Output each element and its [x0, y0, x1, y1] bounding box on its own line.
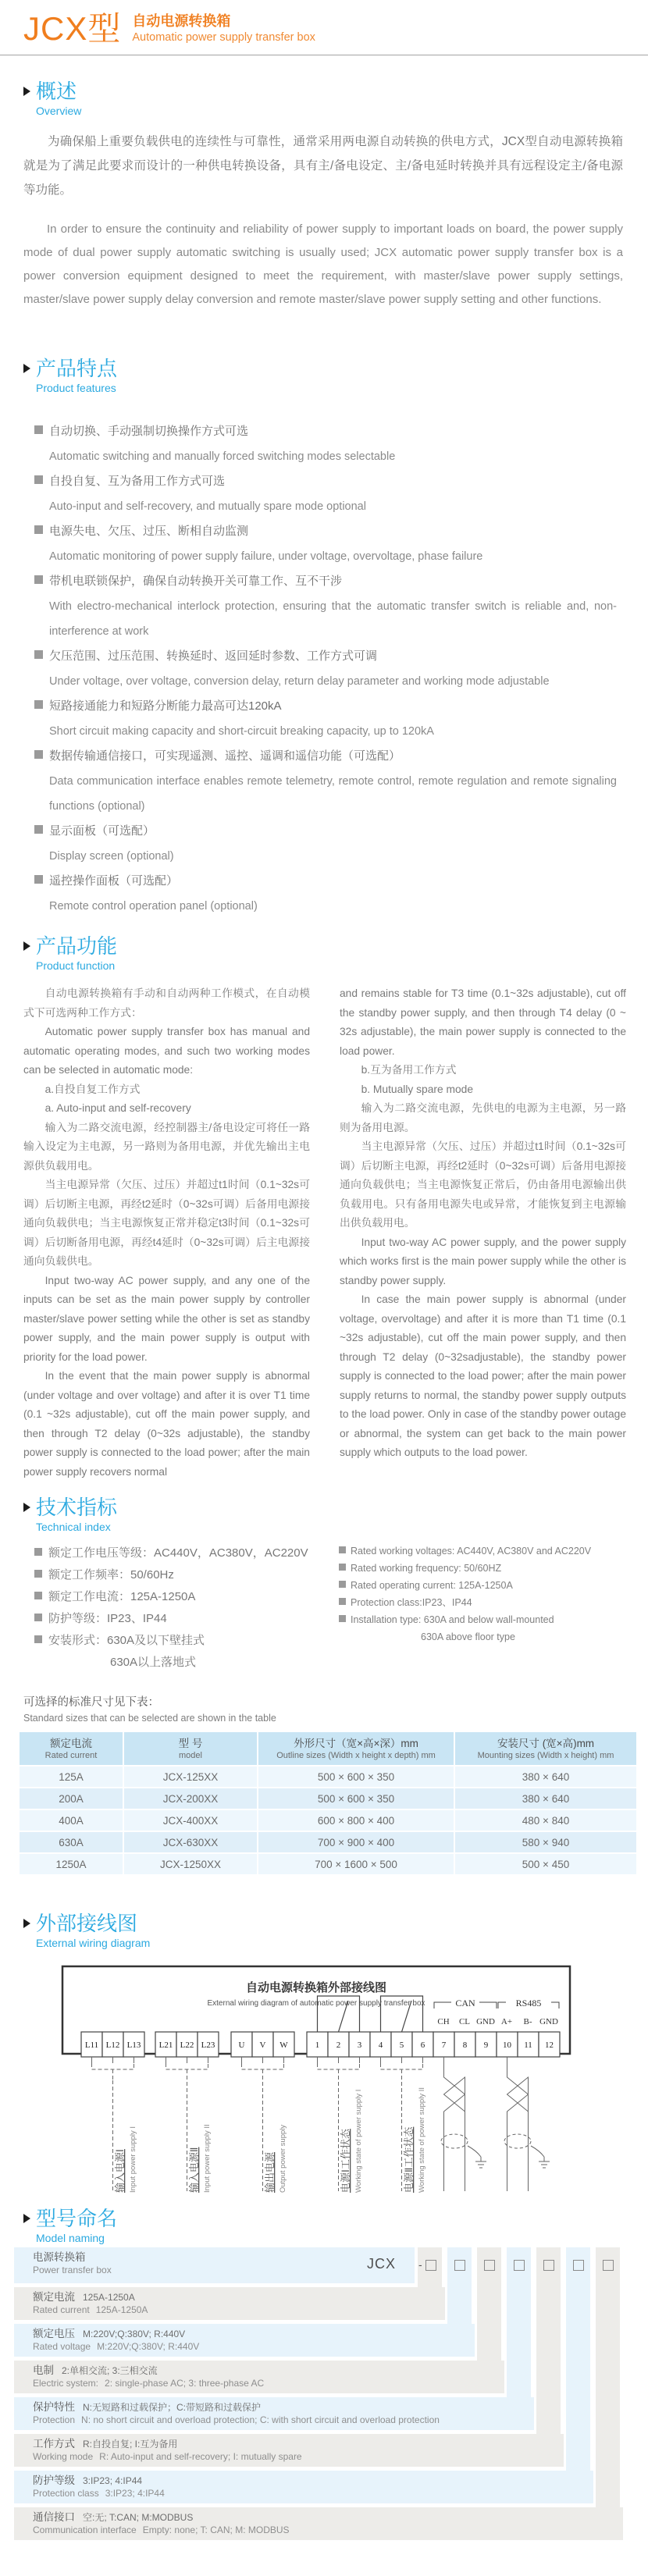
table-row: 200A JCX-200XX 500 × 600 × 350 380 × 640: [20, 1788, 636, 1809]
overview-paragraph-cn: 为确保船上重要负载供电的连续性与可靠性，通常采用两电源自动转换的供电方式，JCX型自动电源转换箱就是为了满足此要求而设计的一种供电转换设备，具有主/备电设定、主/备电延时转换并具有远程设定主/备电源等功能。: [23, 135, 623, 197]
svg-text:W: W: [279, 2041, 288, 2050]
svg-text:L22: L22: [180, 2041, 194, 2050]
svg-text:8: 8: [462, 2041, 468, 2050]
function-paragraph: 输入为二路交流电源，经控制器主/备电设定可将任一路输入设定为主电源，另一路则为备用电源，并优先输出主电源供负载用电。: [23, 1121, 310, 1172]
table-row: 125A JCX-125XX 500 × 600 × 350 380 × 640: [20, 1767, 636, 1787]
svg-text:电源Ⅱ工作状态: 电源Ⅱ工作状态: [403, 2126, 415, 2193]
bullet-square-icon: [339, 1615, 346, 1622]
list-item: Protection class:IP23、IP44: [339, 1594, 620, 1611]
svg-text:3: 3: [357, 2041, 362, 2050]
model-prefix: JCX: [367, 2256, 397, 2272]
naming-row: 通信接口 空:无; T:CAN; M:MODBUS Communication interface Empty: none; T: CAN; M: MODBUS: [14, 2507, 623, 2540]
svg-text:电源Ⅰ工作状态: 电源Ⅰ工作状态: [340, 2129, 351, 2193]
list-item-continuation: 630A以上落地式: [110, 1656, 197, 1669]
list-item: 显示面板（可选配） Display screen (optional): [34, 819, 617, 869]
svg-text:V: V: [259, 2041, 266, 2050]
bullet-square-icon: [34, 525, 43, 534]
product-title-block: [132, 11, 315, 45]
svg-text:Input power supply II: Input power supply II: [203, 2124, 212, 2193]
naming-row: 保护特性 N:无短路和过载保护；C:带短路和过载保护 Protection N: no short circuit and overload protection; C: with short circuit and overload protection: [14, 2397, 534, 2430]
list-item: 电源失电、欠压、过压、断相自动监测 Automatic monitoring of power supply failure, under voltage, overvoltage, phase failure: [34, 519, 617, 569]
naming-column: [536, 2247, 561, 2434]
svg-text:Output power supply: Output power supply: [279, 2124, 287, 2193]
naming-row: 额定电压 M:220V;Q:380V; R:440V Rated voltage M:220V;Q:380V; R:440V: [14, 2324, 475, 2357]
sizes-intro-en: Standard sizes that can be selected are shown in the table: [23, 1713, 276, 1724]
naming-row: 额定电流 125A-1250A Rated current 125A-1250A: [14, 2287, 445, 2320]
svg-text:12: 12: [545, 2041, 554, 2050]
standard-sizes-table: [18, 1731, 638, 1876]
table-row: 630A JCX-630XX 700 × 900 × 400 580 × 940: [20, 1832, 636, 1852]
list-item: Installation type: 630A and below wall-mounted: [339, 1611, 620, 1628]
function-right-column: [340, 984, 626, 1482]
wiring-box-title-cn: 自动电源转换箱外部接线图: [245, 1982, 387, 1994]
model-code-box: [425, 2260, 436, 2271]
svg-text:Working state of power supply: Working state of power supply I: [354, 2089, 363, 2193]
naming-title-cn: 型号命名: [36, 2207, 118, 2230]
bullet-square-icon: [34, 425, 43, 434]
bullet-square-icon: [34, 750, 43, 759]
technical-title-en: Technical index: [36, 1521, 111, 1533]
features-title-cn: 产品特点: [36, 357, 118, 380]
naming-column: [447, 2247, 472, 2324]
function-paragraph: b. Mutually spare mode: [361, 1083, 473, 1095]
list-item: Rated working frequency: 50/60HZ: [339, 1560, 620, 1577]
section-technical-heading: [23, 1496, 648, 1535]
function-paragraph: and remains stable for T3 time (0.1~32s adjustable), cut off the standby power supply, and then through T4 delay (0 ~ 32s adjustable), the main power supply is connected to the load power.: [340, 987, 626, 1057]
svg-text:10: 10: [503, 2041, 511, 2050]
svg-text:2: 2: [336, 2041, 341, 2050]
svg-text:Input power supply I: Input power supply I: [129, 2126, 137, 2193]
overview-title-cn: 概述: [36, 80, 77, 103]
svg-text:L12: L12: [105, 2041, 120, 2050]
pin-label: GND: [539, 2017, 558, 2026]
svg-text:9: 9: [483, 2041, 489, 2050]
list-item: 遥控操作面板（可选配） Remote control operation panel (optional): [34, 869, 617, 919]
list-item: 安装形式：630A及以下壁挂式: [34, 1630, 339, 1652]
pin-label: CL: [458, 2017, 471, 2026]
bullet-square-icon: [34, 825, 43, 834]
bullet-square-icon: [339, 1598, 346, 1605]
svg-text:4: 4: [378, 2041, 383, 2050]
function-paragraph: Automatic power supply transfer box has manual and automatic operating modes, and such two working modes can be selected in automatic mode:: [23, 1026, 310, 1076]
column-header: 安装尺寸 (宽×高)mm Mounting sizes (Width x height) mm: [455, 1732, 636, 1765]
list-item: 数据传输通信接口，可实现遥测、遥控、遥调和遥信功能（可选配） Data communication interface enables remote telemetry, remote control, remote regulation and remote signaling functions (optional): [34, 744, 617, 819]
list-item: 欠压范围、过压范围、转换延时、返回延时参数、工作方式可调 Under voltage, over voltage, conversion delay, return delay parameter and working mode adjustable: [34, 644, 617, 694]
list-item: 额定工作电压等级：AC440V，AC380V，AC220V: [34, 1542, 339, 1564]
function-paragraph: In the event that the main power supply is abnormal (under voltage and over voltage) and after it is over T1 time (0.1 ~32s adjustable), cut off the main power supply, and then through T2 delay (0~32s adjustable), the standby power supply is connected to the load power; after the main power supply recovers normal: [23, 1370, 310, 1478]
twisted-pair-can: [441, 2057, 486, 2191]
bullet-square-icon: [339, 1564, 346, 1571]
naming-row: 电源转换箱 Power transfer box JCX: [14, 2247, 415, 2283]
wiring-title-en: External wiring diagram: [36, 1937, 151, 1949]
table-row: 400A JCX-400XX 600 × 800 × 400 480 × 840: [20, 1810, 636, 1831]
function-title-en: Product function: [36, 959, 116, 972]
column-header: 型 号 model: [124, 1732, 257, 1765]
function-paragraph: a.自投自复工作方式: [45, 1083, 141, 1095]
function-paragraph: a. Auto-input and self-recovery: [45, 1102, 191, 1114]
section-triangle-icon: [23, 941, 30, 951]
list-item: Rated working voltages: AC440V, AC380V and AC220V: [339, 1542, 620, 1560]
overview-paragraph-en: In order to ensure the continuity and reliability of power supply to important loads on board, the power supply mode of dual power supply automatic switching is usually used; JCX automatic power supply transfer box is a power conversion equipment designed to meet the requirement, with master/slave power supply settings, master/slave power supply delay conversion and remote master/slave power supply setting and other functions.: [23, 222, 623, 306]
model-code-dash: -: [418, 2258, 422, 2271]
bullet-square-icon: [34, 1614, 42, 1621]
column-header: 外形尺寸（宽×高×深）mm Outline sizes (Width x height x depth) mm: [258, 1732, 454, 1765]
section-wiring-heading: [23, 1912, 648, 1951]
product-name-en: Automatic power supply transfer box: [132, 31, 315, 44]
model-code-box: [484, 2260, 495, 2271]
column-header: 额定电流 Rated current: [20, 1732, 123, 1765]
naming-column: [596, 2247, 620, 2507]
list-item-continuation: 630A above floor type: [421, 1631, 515, 1642]
function-paragraph: 当主电源异常（欠压、过压）并超过t1时间（0.1~32s可调）后切断主电源，再经t2延时（0~32s可调）后备用电源接通向负载供电；当主电源恢复正常并稳定t3时间（0.1~32s可调）后切断备用电源，再经t4延时（0~32s可调）后主电源接通向负载供电。: [23, 1179, 310, 1267]
bullet-square-icon: [34, 575, 43, 584]
product-model-title: JCX型: [23, 10, 122, 47]
function-paragraph: In case the main power supply is abnormal (under voltage, overvoltage) and after it is more than T1 time (0.1 ~32s adjustable), cut off the main power supply, and then through T2 delay (0~32sadjustable), the standby power supply is connected to the load power; after the main power supply returns to normal, the standby power supply outputs to the load power. Only in case of the standby power outage or abnormal, the system can get back to the main power supply which outputs to the load power.: [340, 1293, 626, 1458]
section-triangle-icon: [23, 1503, 30, 1512]
pin-label: CH: [437, 2017, 450, 2026]
bullet-square-icon: [34, 1570, 42, 1578]
function-columns: [23, 984, 626, 1482]
list-item: 自投自复、互为备用工作方式可选 Auto-input and self-recovery, and mutually spare mode optional: [34, 469, 617, 519]
list-item: 额定工作电流：125A-1250A: [34, 1586, 339, 1608]
bullet-square-icon: [34, 1592, 42, 1599]
twisted-pair-rs485: [504, 2057, 550, 2191]
technical-title-cn: 技术指标: [36, 1496, 118, 1519]
sizes-intro-cn: 可选择的标准尺寸见下表：: [23, 1696, 159, 1709]
group-labels: [114, 2087, 426, 2193]
function-paragraph: Input two-way AC power supply, and the power supply which works first is the main power supply while the other is standby power supply.: [340, 1236, 626, 1286]
list-item: 短路接通能力和短路分断能力最高可达120kA Short circuit making capacity and short-circuit breaking capacity, up to 120kA: [34, 694, 617, 744]
technical-columns: [34, 1542, 648, 1674]
section-triangle-icon: [23, 1919, 30, 1928]
wiring-diagram: [56, 1960, 587, 2201]
svg-text:Working state of power supply: Working state of power supply II: [418, 2087, 426, 2193]
function-paragraph: b.互为备用工作方式: [361, 1064, 457, 1076]
model-code-box: [603, 2260, 614, 2271]
bullet-square-icon: [339, 1581, 346, 1588]
wiring-title-cn: 外部接线图: [36, 1912, 138, 1935]
naming-row: 防护等级 3:IP23; 4:IP44 Protection class 3:IP23; 4:IP44: [14, 2471, 593, 2503]
table-row: 1250A JCX-1250XX 700 × 1600 × 500 500 × 450: [20, 1854, 636, 1874]
bullet-square-icon: [34, 475, 43, 484]
function-paragraph: 自动电源转换箱有手动和自动两种工作模式，在自动模式下可选两种工作方式：: [23, 987, 310, 1019]
list-item: 额定工作频率：50/60Hz: [34, 1564, 339, 1586]
section-overview-heading: [23, 80, 648, 119]
svg-text:L11: L11: [84, 2041, 99, 2050]
group-brackets: [92, 2057, 423, 2191]
model-code-box: [573, 2260, 584, 2271]
svg-text:L23: L23: [201, 2041, 215, 2050]
wiring-box-title-en: External wiring diagram of automatic power supply transfer box: [207, 1999, 425, 2008]
section-features-heading: [23, 357, 648, 396]
function-paragraph: 当主电源异常（欠压、过压）并超过t1时间（0.1~32s可调）后切断主电源，再经t2延时（0~32s可调）后备用电源接通向负载供电；当主电源恢复正常后，仍由备用电源输出供负载用电。只有备用电源失电或异常，才能恢复到主电源输出供负载用电。: [340, 1140, 626, 1229]
list-item: 防护等级：IP23、IP44: [34, 1608, 339, 1630]
svg-text:11: 11: [524, 2041, 532, 2050]
can-label: CAN: [455, 1998, 475, 2008]
svg-text:6: 6: [420, 2041, 425, 2050]
bullet-square-icon: [34, 875, 43, 884]
list-item: 自动切换、手动强制切换操作方式可选 Automatic switching and manually forced switching modes selectable: [34, 419, 617, 469]
section-triangle-icon: [23, 87, 30, 96]
overview-title-en: Overview: [36, 105, 82, 117]
function-paragraph: 输入为二路交流电源，先供电的电源为主电源，另一路则为备用电源。: [340, 1102, 626, 1133]
svg-text:7: 7: [441, 2041, 447, 2050]
function-title-cn: 产品功能: [36, 934, 118, 958]
features-list: [34, 419, 617, 919]
section-function-heading: [23, 934, 648, 973]
svg-text:输出电源: 输出电源: [264, 2151, 276, 2193]
features-title-en: Product features: [36, 382, 116, 394]
svg-text:L21: L21: [158, 2041, 173, 2050]
bullet-square-icon: [339, 1546, 346, 1553]
svg-text:输入电源Ⅰ: 输入电源Ⅰ: [114, 2149, 126, 2193]
svg-text:U: U: [238, 2041, 245, 2050]
naming-row: 工作方式 R:自投自复; I:互为备用 Working mode R: Auto-input and self-recovery; I: mutually spare: [14, 2434, 564, 2467]
model-code-box: [543, 2260, 554, 2271]
pin-label: B-: [523, 2017, 532, 2026]
list-item: 带机电联锁保护，确保自动转换开关可靠工作、互不干涉 With electro-mechanical interlock protection, ensuring that the automatic transfer switch is reliable and, non-interference at work: [34, 569, 617, 644]
svg-text:1: 1: [315, 2041, 320, 2050]
bullet-square-icon: [34, 700, 43, 709]
pin-label: A+: [500, 2017, 513, 2026]
svg-text:5: 5: [399, 2041, 404, 2050]
svg-text:输入电源Ⅱ: 输入电源Ⅱ: [188, 2147, 200, 2193]
section-naming-heading: [23, 2207, 648, 2246]
naming-column: [566, 2247, 590, 2471]
function-paragraph: Input two-way AC power supply, and any one of the inputs can be set as the main power supply by controller master/slave power setting while the other is set as standby power supply, and the main power supply is output with priority for the load power.: [23, 1274, 310, 1363]
bullet-square-icon: [34, 1548, 42, 1556]
pin-label: GND: [476, 2017, 495, 2026]
bullet-square-icon: [34, 1635, 42, 1643]
model-code-box: [514, 2260, 525, 2271]
table-header-row: [20, 1732, 636, 1765]
section-triangle-icon: [23, 2214, 30, 2223]
naming-row: 电制 2:单相交流; 3:三相交流 Electric system: 2: single-phase AC; 3: three-phase AC: [14, 2361, 504, 2393]
technical-en-column: [339, 1542, 620, 1674]
technical-cn-column: [34, 1542, 339, 1674]
section-triangle-icon: [23, 364, 30, 373]
sizes-table-intro: [23, 1694, 648, 1726]
page-header: [0, 0, 648, 47]
function-left-column: [23, 984, 310, 1482]
naming-title-en: Model naming: [36, 2232, 105, 2244]
model-code-box: [454, 2260, 465, 2271]
model-naming-diagram: [14, 2247, 623, 2540]
list-item: Rated operating current: 125A-1250A: [339, 1577, 620, 1594]
svg-text:L13: L13: [126, 2041, 141, 2050]
bullet-square-icon: [34, 650, 43, 659]
rs485-label: RS485: [515, 1998, 542, 2008]
product-name-cn: 自动电源转换箱: [132, 13, 231, 29]
